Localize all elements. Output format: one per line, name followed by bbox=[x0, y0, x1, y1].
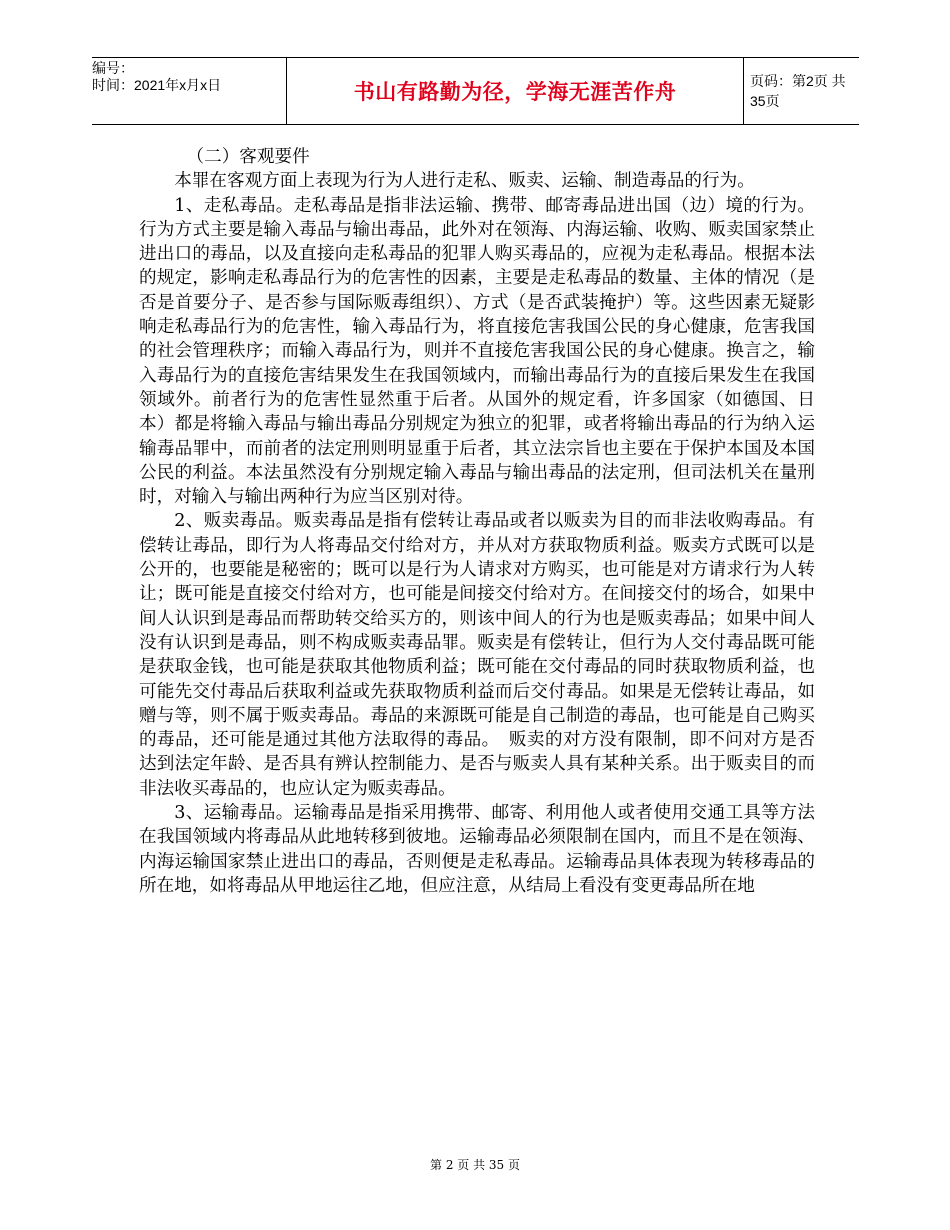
time-label: 时间：2021年x月x日 bbox=[92, 77, 222, 93]
number-label: 编号： bbox=[92, 60, 134, 76]
paragraph-smuggling: 1、走私毒品。走私毒品是指非法运输、携带、邮寄毒品进出国（边）境的行为。行为方式主要是输入毒品与输出毒品，此外对在领海、内海运输、收购、贩卖国家禁止进出口的毒品，以及直接向走私毒品的犯罪人购买毒品的，应视为走私毒品。根据本法的规定，影响走私毒品行为的危害性的因素，主要是走私毒品的数量、主体的情况（是否是首要分子、是否参与国际贩毒组织）、方式（是否武装掩护）等。这些因素无疑影响走私毒品行为的危害性，输入毒品行为，将直接危害我国公民的身心健康，危害我国的社会管理秩序；而输入毒品行为，则并不直接危害我国公民的身心健康。换言之，输入毒品行为的直接危害结果发生在我国领域内，而输出毒品行为的直接后果发生在我国领域外。前者行为的危害性显然重于后者。从国外的规定看，许多国家（如德国、日本）都是将输入毒品与输出毒品分别规定为独立的犯罪，或者将输出毒品的行为纳入运输毒品罪中，而前者的法定刑则明显重于后者，其立法宗旨也主要在于保护本国及本国公民的利益。本法虽然没有分别规定输入毒品与输出毒品的法定刑，但司法机关在量刑时，对输入与输出两种行为应当区别对待。 bbox=[139, 195, 815, 508]
document-body bbox=[139, 145, 815, 898]
page-info-text: 页码：第2页 共35页 bbox=[750, 73, 846, 109]
paragraph-intro: 本罪在客观方面上表现为行为人进行走私、贩卖、运输、制造毒品的行为。 bbox=[174, 171, 755, 192]
page-header bbox=[92, 57, 859, 125]
footer-page-number: 第 2 页 共 35 页 bbox=[430, 1158, 520, 1172]
header-motto-cell bbox=[286, 58, 744, 124]
paragraph-transport: 3、运输毒品。运输毒品是指采用携带、邮寄、利用他人或者使用交通工具等方法在我国领域内将毒品从此地转移到彼地。运输毒品必须限制在国内，而且不是在领海、内海运输国家禁止进出口的毒品，否则便是走私毒品。运输毒品具体表现为转移毒品的所在地，如将毒品从甲地运往乙地，但应注意，从结局上看没有变更毒品所在地 bbox=[139, 803, 815, 896]
motto-text: 书山有路勤为径，学海无涯苦作舟 bbox=[353, 80, 677, 104]
header-meta bbox=[92, 58, 286, 124]
page-footer bbox=[0, 1156, 950, 1173]
section-heading: （二）客观要件 bbox=[186, 147, 310, 167]
header-page-info bbox=[744, 58, 859, 124]
paragraph-selling: 2、贩卖毒品。贩卖毒品是指有偿转让毒品或者以贩卖为目的而非法收购毒品。有偿转让毒品，即行为人将毒品交付给对方，并从对方获取物质利益。贩卖方式既可以是公开的，也要能是秘密的；既可以是行为人请求对方购买，也可能是对方请求行为人转让；既可能是直接交付给对方，也可能是间接交付给对方。在间接交付的场合，如果中间人认识到是毒品而帮助转交给买方的，则该中间人的行为也是贩卖毒品；如果中间人没有认识到是毒品，则不构成贩卖毒品罪。贩卖是有偿转让，但行为人交付毒品既可能是获取金钱，也可能是获取其他物质利益；既可能在交付毒品的同时获取物质利益，也可能先交付毒品后获取利益或先获取物质利益而后交付毒品。如果是无偿转让毒品，如赠与等，则不属于贩卖毒品。毒品的来源既可能是自己制造的毒品，也可能是自己购买的毒品，还可能是通过其他方法取得的毒品。 贩卖的对方没有限制，即不问对方是否达到法定年龄、是否具有辨认控制能力、是否与贩卖人具有某种关系。出于贩卖目的而非法收买毒品的，也应认定为贩卖毒品。 bbox=[139, 511, 815, 799]
